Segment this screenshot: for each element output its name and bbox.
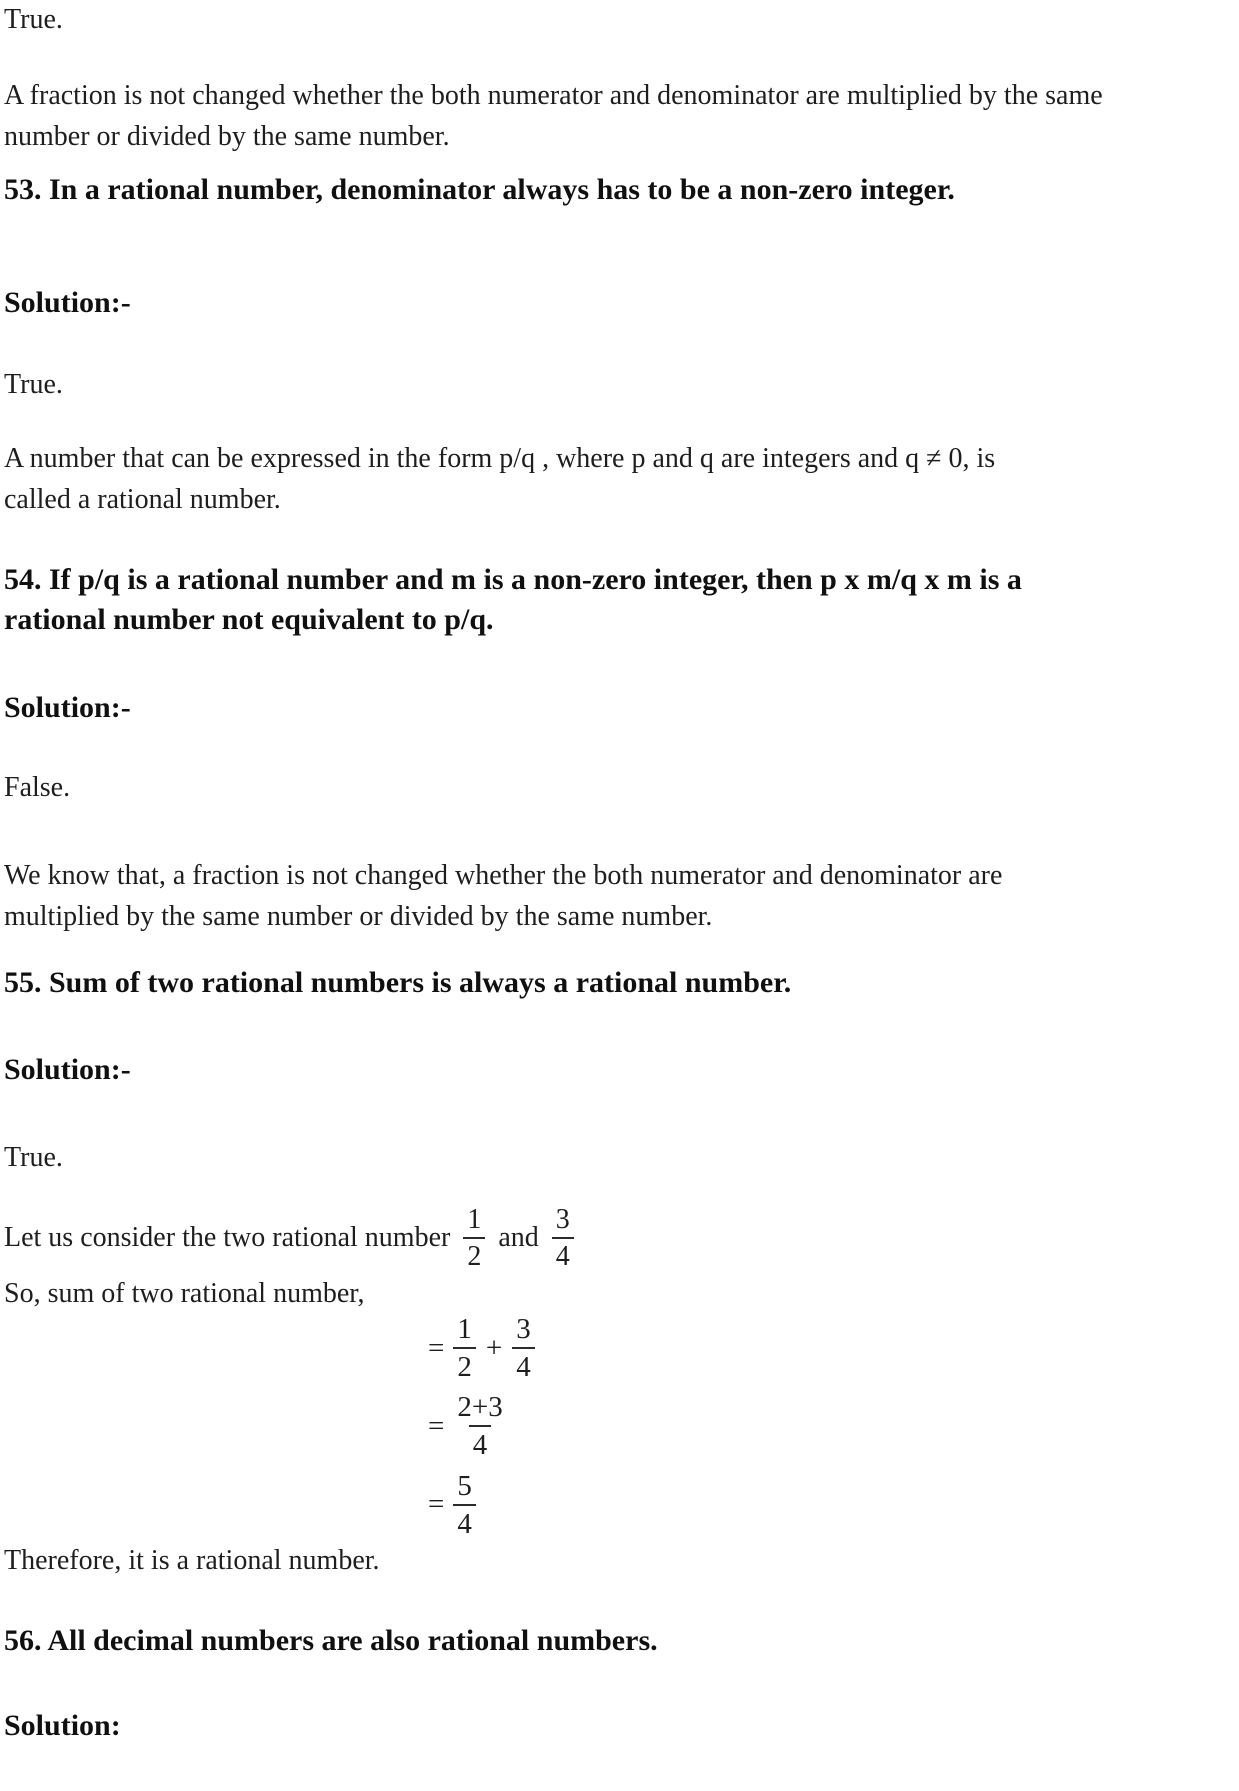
equals-sign: = (428, 1488, 445, 1521)
q54-answer: False. (4, 772, 71, 803)
q53-answer: True. (4, 369, 63, 400)
fraction-denominator: 4 (552, 1237, 574, 1271)
q53-explanation: A number that can be expressed in the form p/q , where p and q are integers and q ≠ 0, is called a rational number. (4, 443, 996, 515)
fraction-numerator: 5 (457, 1469, 472, 1502)
fraction-numerator: 3 (555, 1204, 570, 1235)
fraction-one-half (453, 1314, 476, 1383)
q55-sum-intro: So, sum of two rational number, (4, 1277, 365, 1309)
q55-answer: True. (4, 1142, 63, 1173)
plus-operator: + (485, 1331, 503, 1364)
prev-answer: True. (4, 4, 63, 35)
q53-heading: 53. In a rational number, denominator always has to be a non-zero integer. (4, 173, 955, 206)
q54-heading: 54. If p/q is a rational number and m is a non-zero integer, then p x m/q x m is a rational number not equivalent to p/q. (4, 563, 1022, 636)
fraction-three-quarters (552, 1205, 574, 1272)
fraction-numerator: 2+3 (457, 1390, 503, 1423)
q54-explanation: We know that, a fraction is not changed whether the both numerator and denominator are multiplied by the same number or divided by the same number. (4, 860, 1003, 932)
fraction-denominator: 2 (463, 1237, 485, 1271)
fraction-three-quarters (512, 1314, 535, 1383)
prev-explanation: A fraction is not changed whether the both numerator and denominator are multiplied by the same number or divided by the same number. (4, 80, 1103, 152)
q55-heading: 55. Sum of two rational numbers is always a rational number. (4, 966, 792, 999)
equation-row-2 (428, 1392, 1209, 1461)
fraction-one-half (463, 1205, 485, 1272)
equation-row-1 (428, 1314, 1209, 1383)
q53-solution-label: Solution:- (4, 286, 131, 319)
fraction-denominator: 2 (453, 1347, 476, 1382)
fraction-denominator: 4 (469, 1425, 492, 1460)
q55-solution-label: Solution:- (4, 1053, 131, 1086)
q56-heading: 56. All decimal numbers are also rational numbers. (4, 1624, 658, 1658)
q55-consider-text: Let us consider the two rational number (4, 1222, 451, 1254)
equals-sign: = (428, 1409, 445, 1442)
q55-consider-line (4, 1205, 1209, 1272)
fraction-denominator: 4 (453, 1504, 476, 1539)
q55-conjunction: and (498, 1222, 539, 1254)
fraction-numerator: 3 (516, 1312, 531, 1345)
equals-sign: = (428, 1331, 445, 1364)
fraction-numerator: 1 (467, 1204, 482, 1235)
fraction-five-quarters (453, 1471, 476, 1540)
fraction-denominator: 4 (512, 1347, 535, 1382)
document-page (0, 2, 1239, 1746)
fraction-sum-over-four (453, 1392, 506, 1461)
q54-solution-label: Solution:- (4, 691, 131, 724)
equation-row-3 (428, 1471, 1209, 1540)
q56-solution-label: Solution: (4, 1709, 121, 1743)
fraction-numerator: 1 (457, 1312, 472, 1345)
q55-conclusion: Therefore, it is a rational number. (4, 1545, 380, 1577)
